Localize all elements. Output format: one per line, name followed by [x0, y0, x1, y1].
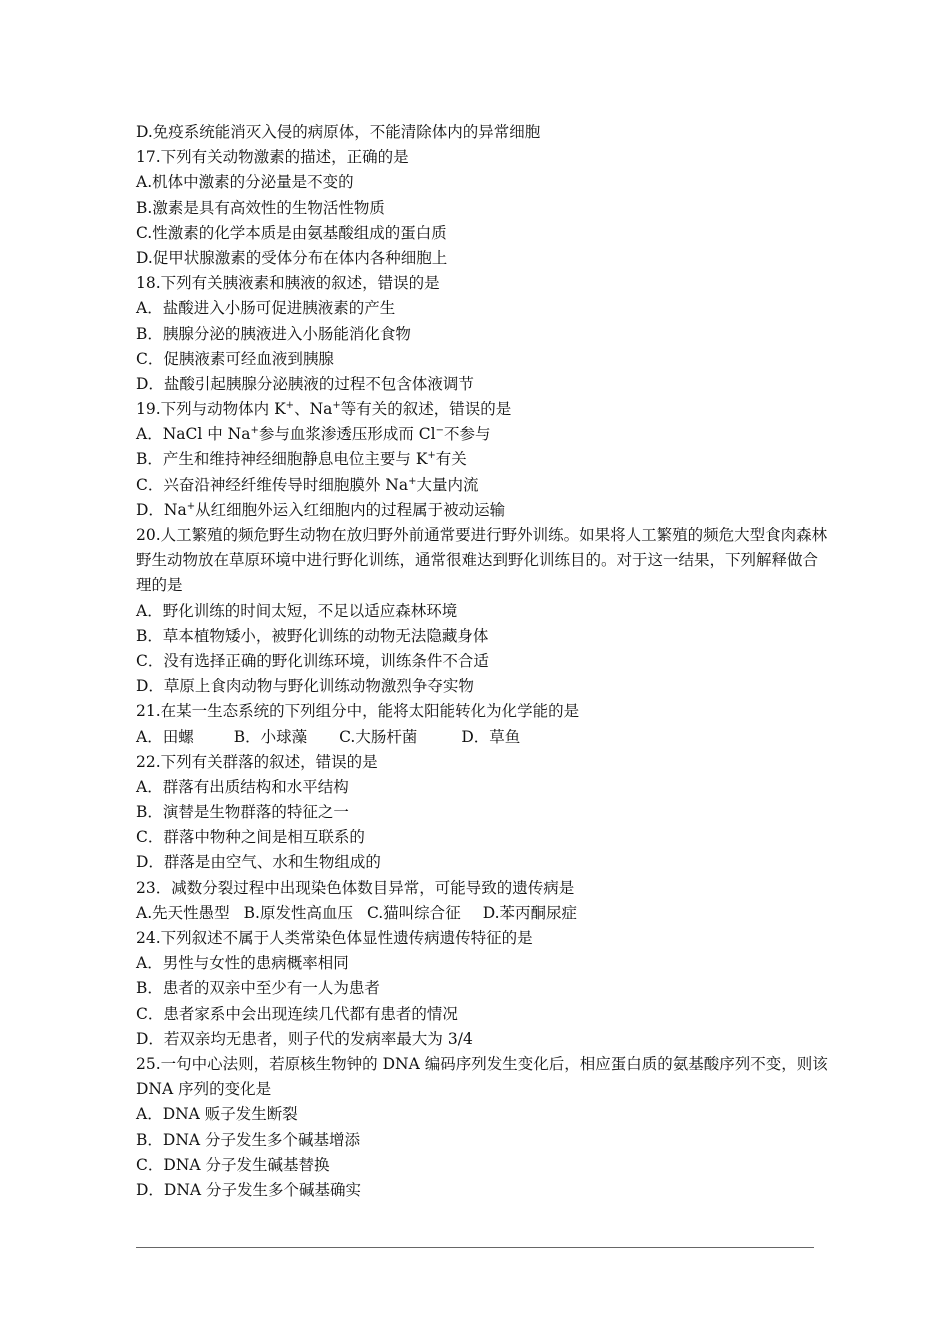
question-25-option-c: C．DNA 分子发生碱基替换 — [136, 1155, 330, 1174]
question-17-option-c: C.性激素的化学本质是由氨基酸组成的蛋白质 — [136, 223, 447, 242]
question-19-option-b: B．产生和维持神经细胞静息电位主要与 K+有关 — [136, 450, 467, 469]
question-25-option-b: B．DNA 分子发生多个碱基增添 — [136, 1130, 361, 1149]
question-25-option-d: D．DNA 分子发生多个碱基确实 — [136, 1180, 362, 1199]
question-20-option-b: B．草本植物矮小，被野化训练的动物无法隐藏身体 — [136, 626, 489, 645]
footer-divider — [136, 1247, 814, 1248]
question-21-option-b: B．小球藻 — [233, 727, 308, 746]
question-23-options — [136, 901, 831, 926]
question-19-option-d: D．Na+从红细胞外运入红细胞内的过程属于被动运输 — [136, 500, 506, 519]
question-17-option-d: D.促甲状腺激素的受体分布在体内各种细胞上 — [136, 248, 448, 267]
question-18-option-c: C．促胰液素可经血液到胰腺 — [136, 349, 334, 368]
question-17-option-b: B.激素是具有高效性的生物活性物质 — [136, 198, 385, 217]
text-line: D.免疫系统能消灭入侵的病原体，不能清除体内的异常细胞 — [136, 123, 541, 141]
question-25-stem: 25.一句中心法则，若原核生物钟的 DNA 编码序列发生变化后，相应蛋白质的氨基酸序列不变，则该 DNA 序列的变化是 — [136, 1054, 828, 1099]
question-24-stem: 24.下列叙述不属于人类常染色体显性遗传病遗传特征的是 — [136, 929, 533, 948]
question-23-option-d: D.苯丙酮尿症 — [482, 903, 578, 922]
question-17-stem: 17.下列有关动物激素的描述，正确的是 — [136, 148, 409, 167]
question-21-option-c: C.大肠杆菌 — [339, 727, 418, 746]
question-22-option-c: C．群落中物种之间是相互联系的 — [136, 828, 365, 847]
question-18-option-b: B．胰腺分泌的胰液进入小肠能消化食物 — [136, 324, 411, 343]
question-20-option-c: C．没有选择正确的野化训练环境，训练条件不合适 — [136, 651, 489, 670]
question-23-option-c: C.猫叫综合征 — [366, 903, 461, 922]
question-24-option-d: D．若双亲均无患者，则子代的发病率最大为 3/4 — [136, 1029, 473, 1048]
question-20-option-d: D．草原上食肉动物与野化训练动物激烈争夺实物 — [136, 677, 474, 696]
question-23-option-b: B.原发性高血压 — [243, 903, 353, 922]
question-22-option-b: B．演替是生物群落的特征之一 — [136, 803, 349, 822]
question-24-option-a: A．男性与女性的患病概率相同 — [136, 954, 349, 973]
question-22-stem: 22.下列有关群落的叙述，错误的是 — [136, 752, 378, 771]
question-23-stem: 23．减数分裂过程中出现染色体数目异常，可能导致的遗传病是 — [136, 878, 575, 897]
question-19-option-a: A．NaCl 中 Na+参与血浆渗透压形成而 Cl−不参与 — [136, 425, 491, 444]
question-21-options — [136, 725, 831, 750]
question-21-stem: 21.在某一生态系统的下列组分中，能将太阳能转化为化学能的是 — [136, 702, 580, 721]
question-24-option-c: C．患者家系中会出现连续几代都有患者的情况 — [136, 1004, 458, 1023]
question-18-option-a: A．盐酸进入小肠可促进胰液素的产生 — [136, 299, 396, 318]
question-19-stem: 19.下列与动物体内 K+、Na+等有关的叙述，错误的是 — [136, 399, 512, 419]
question-20-option-a: A．野化训练的时间太短，不足以适应森林环境 — [136, 601, 458, 620]
question-22-option-d: D．群落是由空气、水和生物组成的 — [136, 853, 381, 872]
document-page — [136, 120, 831, 1203]
question-23-option-a: A.先天性愚型 — [136, 903, 230, 922]
question-17-option-a: A.机体中激素的分泌量是不变的 — [136, 173, 354, 192]
question-19-option-c: C．兴奋沿神经纤维传导时细胞膜外 Na+大量内流 — [136, 475, 479, 494]
question-21-option-a: A．田螺 — [136, 727, 194, 746]
question-24-option-b: B．患者的双亲中至少有一人为患者 — [136, 979, 380, 998]
question-22-option-a: A．群落有出质结构和水平结构 — [136, 777, 349, 796]
question-18-stem: 18.下列有关胰液素和胰液的叙述，错误的是 — [136, 274, 440, 293]
question-25-option-a: A．DNA 贩子发生断裂 — [136, 1105, 298, 1124]
question-20-stem: 20.人工繁殖的频危野生动物在放归野外前通常要进行野外训练。如果将人工繁殖的频危大型食肉森林野生动物放在草原环境中进行野化训练，通常很难达到野化训练目的。对于这一结果，下列解释做合理的是 — [136, 526, 828, 595]
question-18-option-d: D．盐酸引起胰腺分泌胰液的过程不包含体液调节 — [136, 374, 474, 393]
question-21-option-d: D．草鱼 — [461, 727, 521, 746]
